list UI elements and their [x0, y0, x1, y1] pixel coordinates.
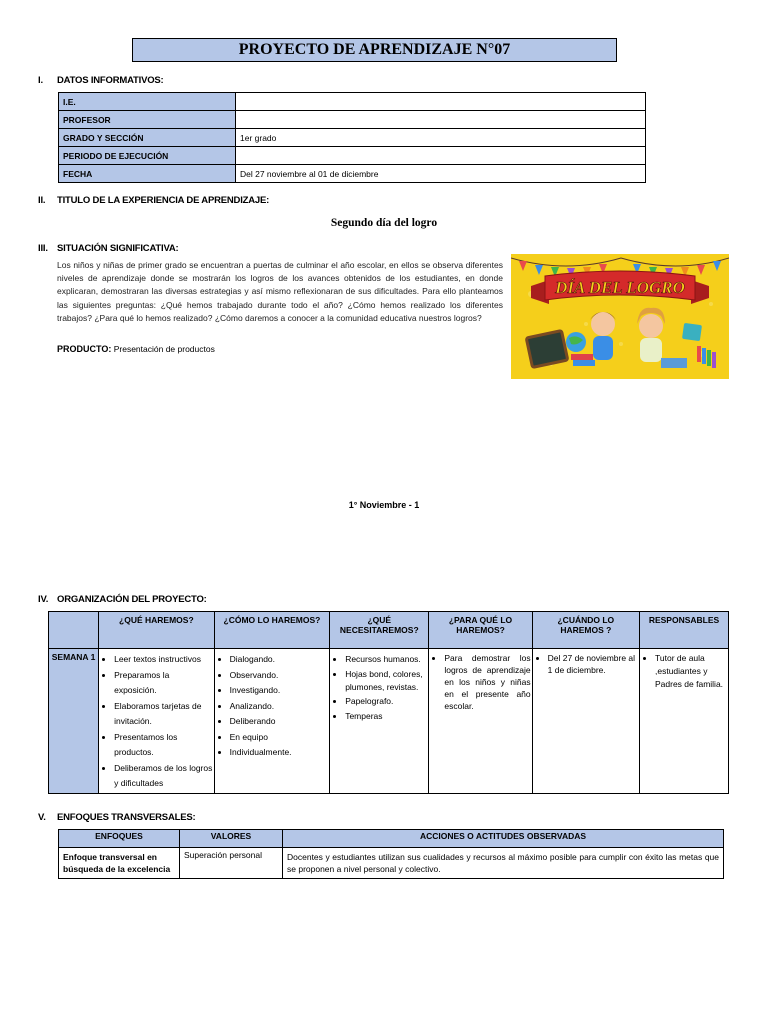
list-item: • Para demostrar los logros de aprendizaje en los niños y niñas en el presente año escolar. — [444, 652, 530, 712]
list-item: • Dialogando. — [230, 652, 329, 668]
enfoques-table — [58, 829, 724, 879]
list-item: • Recursos humanos. — [345, 652, 427, 668]
column-header: ¿PARA QUÉ LO HAREMOS? — [429, 612, 532, 649]
list-item: • Papelografo. — [345, 694, 427, 710]
enfoque-cell: Enfoque transversal en búsqueda de la excelencia — [59, 848, 180, 879]
section-number: V. — [38, 812, 46, 823]
que-haremos-cell — [99, 649, 215, 794]
necesitaremos-cell — [330, 649, 429, 794]
datos-informativos-table — [58, 92, 646, 183]
list-item: • Del 27 de noviembre al 1 de diciembre. — [548, 652, 638, 676]
column-header: VALORES — [180, 830, 283, 848]
document-title: PROYECTO DE APRENDIZAJE N°07 — [132, 38, 617, 62]
situacion-paragraph: Los niños y niñas de primer grado se encuentran a puertas de culminar el año escolar, en ellos se observa diferentes niveles de aprendizaje donde se mostrarán los logros de los avances obtenidos de los estudiantes, en donde explicaran, demostraran las diversas estrategias y así mismo reflexionaran de sus dificultades. Para ello planteamos las siguientes preguntas: ¿Qué hemos trabajado durante todo el año? ¿Cómo hemos realizado los diferentes trabajos? ¿Para qué lo hemos realizado? ¿Cómo daremos a conocer a la comunidad educativa nuestros logros? — [57, 260, 503, 323]
section-number: I. — [38, 75, 43, 86]
responsables-list — [641, 652, 727, 691]
acciones-cell: Docentes y estudiantes utilizan sus cualidades y recursos al máximo posible para cumplir con éxito las metas que se proponen a nivel personal y colectivo. — [283, 848, 724, 879]
date-caption: 1° Noviembre - 1 — [348, 500, 420, 510]
datos-value: Del 27 noviembre al 01 de diciembre — [236, 165, 646, 183]
para-que-list — [430, 652, 530, 712]
section-organizacion-heading — [38, 594, 207, 605]
datos-value — [236, 111, 646, 129]
section-number: IV. — [38, 594, 49, 605]
table-row — [59, 165, 646, 183]
necesitaremos-list — [331, 652, 427, 725]
list-item: • Elaboramos tarjetas de invitación. — [114, 699, 213, 730]
list-item: • Observando. — [230, 668, 329, 684]
column-header: ENFOQUES — [59, 830, 180, 848]
table-header-row — [49, 612, 729, 649]
section-enfoques-heading — [38, 812, 195, 823]
como-haremos-cell — [214, 649, 330, 794]
list-item: • Deliberando — [230, 714, 329, 730]
list-item: • Leer textos instructivos — [114, 652, 213, 668]
section-datos-heading — [38, 75, 164, 86]
producto-value: Presentación de productos — [113, 344, 215, 354]
section-label: TITULO DE LA EXPERIENCIA DE APRENDIZAJE: — [57, 195, 270, 206]
list-item: • Individualmente. — [230, 745, 329, 761]
list-item: • Preparamos la exposición. — [114, 668, 213, 699]
illustration-banner-text: DÍA DEL LOGRO — [555, 278, 685, 297]
list-item: • Analizando. — [230, 699, 329, 715]
experience-title: Segundo día del logro — [330, 217, 438, 229]
table-row — [59, 848, 724, 879]
column-header: ¿QUÉ NECESITAREMOS? — [330, 612, 429, 649]
cuando-cell — [532, 649, 639, 794]
list-item: • Tutor de aula ,estudiantes y Padres de familia. — [655, 652, 727, 691]
column-header: ACCIONES O ACTITUDES OBSERVADAS — [283, 830, 724, 848]
datos-value — [236, 147, 646, 165]
section-number: II. — [38, 195, 46, 206]
section-titulo-heading — [38, 195, 269, 206]
list-item: • Presentamos los productos. — [114, 730, 213, 761]
list-item: • Hojas bond, colores, plumones, revistas. — [345, 668, 427, 694]
section-label: SITUACIÓN SIGNIFICATIVA: — [57, 243, 179, 254]
valor-cell: Superación personal — [180, 848, 283, 879]
section-number: III. — [38, 243, 48, 254]
column-header: RESPONSABLES — [640, 612, 729, 649]
cuando-list — [534, 652, 638, 676]
semana-cell: SEMANA 1 — [49, 649, 99, 794]
producto-label: PRODUCTO: — [57, 344, 112, 354]
datos-label: FECHA — [59, 165, 236, 183]
responsables-cell — [640, 649, 729, 794]
list-item: • En equipo — [230, 730, 329, 746]
section-label: DATOS INFORMATIVOS: — [57, 75, 164, 86]
como-haremos-list — [216, 652, 329, 761]
datos-label: PERIODO DE EJECUCIÓN — [59, 147, 236, 165]
table-row — [49, 649, 729, 794]
para-que-cell — [429, 649, 532, 794]
dia-del-logro-illustration — [511, 254, 729, 379]
section-situacion-heading — [38, 243, 179, 254]
datos-value — [236, 93, 646, 111]
organizacion-table — [48, 611, 729, 794]
column-header: ¿CÓMO LO HAREMOS? — [214, 612, 330, 649]
section-label: ORGANIZACIÓN DEL PROYECTO: — [57, 594, 207, 605]
datos-label: I.E. — [59, 93, 236, 111]
list-item: • Investigando. — [230, 683, 329, 699]
column-header — [49, 612, 99, 649]
list-item: • Deliberamos de los logros y dificultades — [114, 761, 213, 792]
producto-line — [57, 344, 215, 354]
column-header: ¿QUÉ HAREMOS? — [99, 612, 215, 649]
list-item: • Temperas — [345, 709, 427, 725]
datos-label: PROFESOR — [59, 111, 236, 129]
datos-label: GRADO Y SECCIÓN — [59, 129, 236, 147]
table-row — [59, 147, 646, 165]
table-row — [59, 129, 646, 147]
table-row — [59, 93, 646, 111]
table-row — [59, 111, 646, 129]
que-haremos-list — [100, 652, 213, 792]
section-label: ENFOQUES TRANSVERSALES: — [57, 812, 196, 823]
column-header: ¿CUÁNDO LO HAREMOS ? — [532, 612, 639, 649]
datos-value: 1er grado — [236, 129, 646, 147]
table-header-row — [59, 830, 724, 848]
